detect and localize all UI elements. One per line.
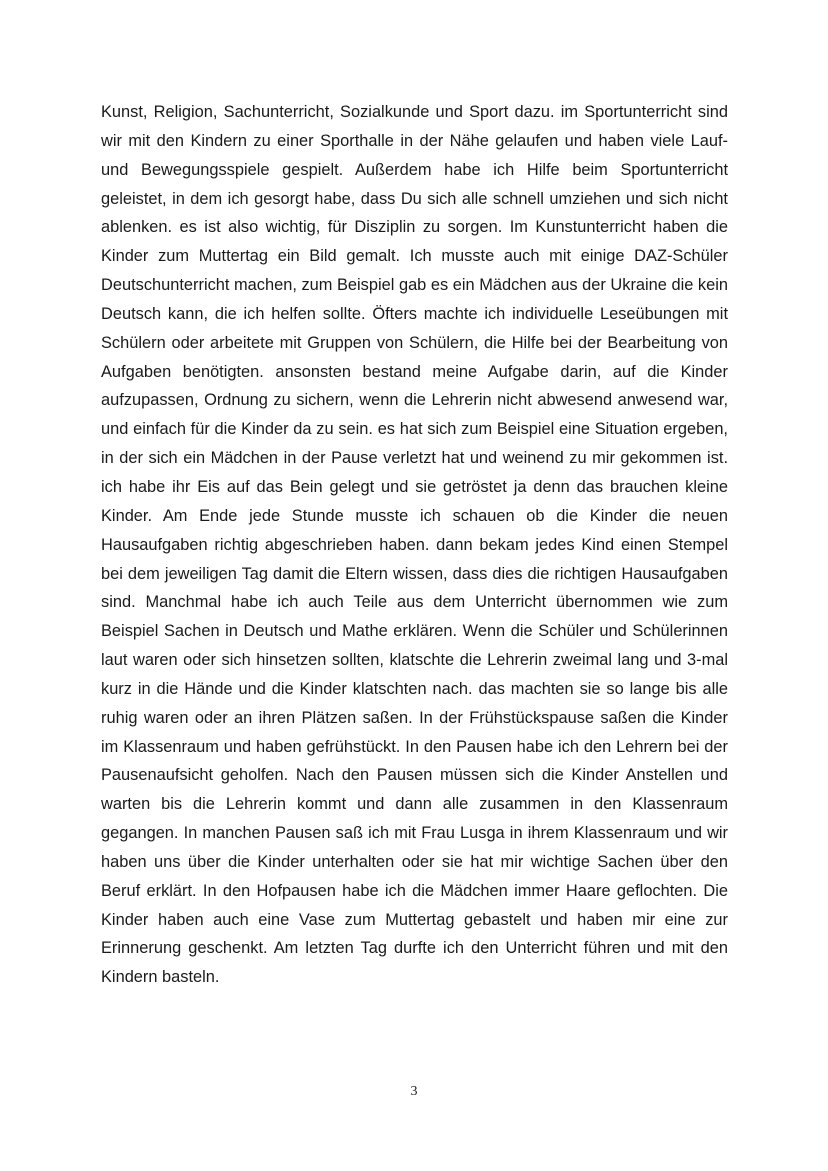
page-number: 3 <box>410 1084 418 1099</box>
text-line: haben uns über die Kinder unterhalten oder sie hat mir wichtige Sachen über den <box>101 852 728 871</box>
text-line: und Bewegungsspiele gespielt. Außerdem habe ich Hilfe beim Sportunterricht <box>101 160 728 179</box>
text-line: warten bis die Lehrerin kommt und dann alle zusammen in den Klassenraum <box>101 795 728 814</box>
text-line: Kinder zum Muttertag ein Bild gemalt. Ich musste auch mit einige DAZ-Schüler <box>101 247 728 266</box>
text-line: Hausaufgaben richtig abgeschrieben haben. dann bekam jedes Kind einen Stempel <box>101 535 728 554</box>
text-line: Deutsch kann, die ich helfen sollte. Öfters machte ich individuelle Leseübungen mit <box>101 304 728 323</box>
text-line: Beispiel Sachen in Deutsch und Mathe erklären. Wenn die Schüler und Schülerinnen <box>101 622 728 641</box>
text-line: ablenken. es ist also wichtig, für Disziplin zu sorgen. Im Kunstunterricht haben die <box>101 218 728 237</box>
body-paragraph <box>101 98 728 992</box>
text-line: kurz in die Hände und die Kinder klatschten nach. das machten sie so lange bis alle <box>101 679 728 698</box>
text-line: und einfach für die Kinder da zu sein. es hat sich zum Beispiel eine Situation ergeben, <box>101 420 728 439</box>
text-line: Kindern basteln. <box>101 968 220 987</box>
text-line: Kunst, Religion, Sachunterricht, Sozialkunde und Sport dazu. im Sportunterricht sind <box>101 103 728 121</box>
text-line: im Klassenraum und haben gefrühstückt. In den Pausen habe ich den Lehrern bei der <box>101 737 728 756</box>
text-line: bei dem jeweiligen Tag damit die Eltern wissen, dass dies die richtigen Hausaufgaben <box>101 564 728 583</box>
text-line: sind. Manchmal habe ich auch Teile aus dem Unterricht übernommen wie zum <box>101 593 728 612</box>
text-line: Schülern oder arbeitete mit Gruppen von Schülern, die Hilfe bei der Bearbeitung von <box>101 333 728 352</box>
text-line: ich habe ihr Eis auf das Bein gelegt und sie getröstet ja denn das brauchen kleine <box>101 477 728 496</box>
text-line: Kinder haben auch eine Vase zum Muttertag gebastelt und haben mir eine zur <box>101 910 728 929</box>
text-line: Beruf erklärt. In den Hofpausen habe ich die Mädchen immer Haare geflochten. Die <box>101 881 728 900</box>
text-line: Deutschunterricht machen, zum Beispiel gab es ein Mädchen aus der Ukraine die kein <box>101 276 728 295</box>
text-line: aufzupassen, Ordnung zu sichern, wenn die Lehrerin nicht abwesend anwesend war, <box>101 391 728 410</box>
text-line: laut waren oder sich hinsetzen sollten, klatschte die Lehrerin zweimal lang und 3-mal <box>101 651 728 670</box>
text-line: wir mit den Kindern zu einer Sporthalle in der Nähe gelaufen und haben viele Lauf- <box>101 131 728 150</box>
text-line: gegangen. In manchen Pausen saß ich mit Frau Lusga in ihrem Klassenraum und wir <box>101 824 728 843</box>
text-line: in der sich ein Mädchen in der Pause verletzt hat und weinend zu mir gekommen ist. <box>101 449 728 468</box>
text-line: Erinnerung geschenkt. Am letzten Tag durfte ich den Unterricht führen und mit den <box>101 939 728 958</box>
text-line: Kinder. Am Ende jede Stunde musste ich schauen ob die Kinder die neuen <box>101 506 728 525</box>
text-line: Pausenaufsicht geholfen. Nach den Pausen müssen sich die Kinder Anstellen und <box>101 766 728 785</box>
text-line: ruhig waren oder an ihren Plätzen saßen. In der Frühstückspause saßen die Kinder <box>101 708 728 727</box>
text-line: geleistet, in dem ich gesorgt habe, dass Du sich alle schnell umziehen und sich nicht <box>101 189 728 208</box>
text-line: Aufgaben benötigten. ansonsten bestand meine Aufgabe darin, auf die Kinder <box>101 362 728 381</box>
